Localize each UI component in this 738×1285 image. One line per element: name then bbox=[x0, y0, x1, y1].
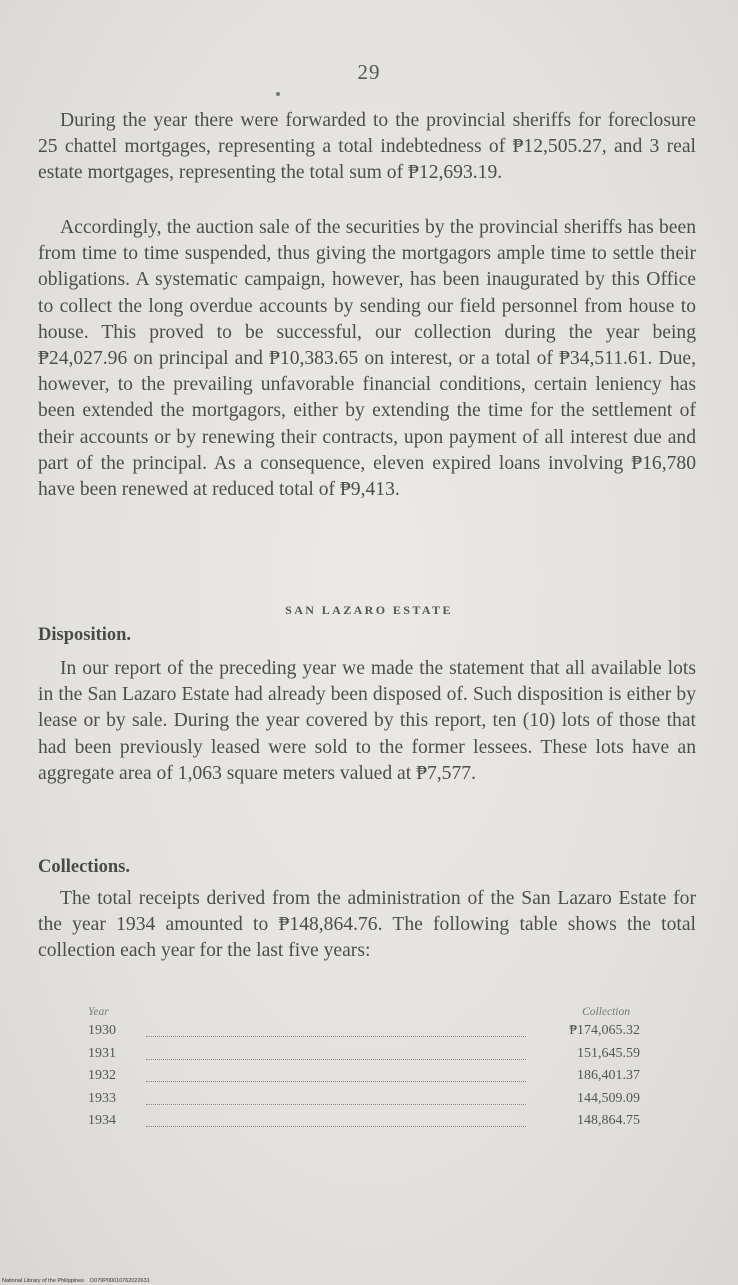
dot-leader bbox=[146, 1036, 526, 1037]
paragraph-text: The total receipts derived from the administration of the San Lazaro Estate for the year 1934 amounted to ₱148,864.76. The following table shows the total collection each year for the last five years: bbox=[38, 888, 696, 962]
dot-leader bbox=[146, 1059, 526, 1060]
table-header bbox=[88, 1006, 640, 1023]
row-year: 1931 bbox=[88, 1045, 116, 1061]
page-number: 29 bbox=[357, 60, 381, 84]
row-amount: 186,401.37 bbox=[577, 1068, 640, 1083]
row-year: 1934 bbox=[88, 1113, 116, 1128]
row-amount: ₱174,065.32 bbox=[569, 1023, 640, 1038]
row-year: 1933 bbox=[88, 1090, 116, 1106]
dot-leader bbox=[146, 1126, 526, 1127]
scan-footer-credit: National Library of the Philippines D079P00010762022631 bbox=[2, 1278, 150, 1284]
paragraph-collection-campaign bbox=[38, 215, 696, 503]
dot-leader bbox=[146, 1104, 526, 1105]
table-row bbox=[88, 1113, 640, 1136]
collection-column-header: Collection bbox=[582, 1006, 630, 1018]
paragraph-text: Accordingly, the auction sale of the securities by the provincial sheriffs has been from time to time suspended, thus giving the mortgagors ample time to settle their obligations. A systematic campaign, however, has been inaugurated by this Office to collect the long overdue accounts by sending our field personnel from house to house. This proved to be successful, our collection during the year being ₱24,027.96 on principal and ₱10,383.65 on interest, or a total of ₱34,511.61. Due, however, to the prevailing unfavorable financial conditions, certain leniency has been extended the mortgagors, either by extending the time for the settlement of their accounts or by renewing their contracts, upon payment of all interest due and part of the principal. As a consequence, eleven expired loans involving ₱16,780 have been renewed at reduced total of ₱9,413. bbox=[38, 217, 696, 501]
paragraph-disposition bbox=[38, 656, 696, 787]
table-row bbox=[88, 1068, 640, 1091]
table-row bbox=[88, 1023, 640, 1046]
paragraph-foreclosures bbox=[38, 108, 696, 187]
section-heading: SAN LAZARO ESTATE bbox=[285, 603, 453, 617]
row-year: 1930 bbox=[88, 1023, 116, 1038]
table-row bbox=[88, 1091, 640, 1114]
year-column-header: Year bbox=[88, 1006, 109, 1018]
paragraph-collections bbox=[38, 886, 696, 965]
paragraph-text: In our report of the preceding year we made the statement that all available lots in the San Lazaro Estate had already been disposed of. Such disposition is either by lease or by sale. During the year covered by this report, ten (10) lots of those that had been previously leased were sold to the former lessees. These lots have an aggregate area of 1,063 square meters valued at ₱7,577. bbox=[38, 658, 696, 784]
scan-speck bbox=[276, 92, 280, 96]
row-year: 1932 bbox=[88, 1068, 116, 1083]
table-row bbox=[88, 1046, 640, 1069]
subheading-collections: Collections. bbox=[38, 857, 130, 877]
subheading-disposition: Disposition. bbox=[38, 625, 132, 645]
dot-leader bbox=[146, 1081, 526, 1082]
collections-table bbox=[88, 1006, 640, 1136]
row-amount: 144,509.09 bbox=[577, 1090, 640, 1106]
row-amount: 148,864.75 bbox=[577, 1113, 640, 1128]
paragraph-text: During the year there were forwarded to the provincial sheriffs for foreclosure 25 chattel mortgages, representing a total indebtedness of ₱12,505.27, and 3 real estate mortgages, representing the total sum of ₱12,693.19. bbox=[38, 110, 696, 184]
row-amount: 151,645.59 bbox=[577, 1045, 640, 1061]
